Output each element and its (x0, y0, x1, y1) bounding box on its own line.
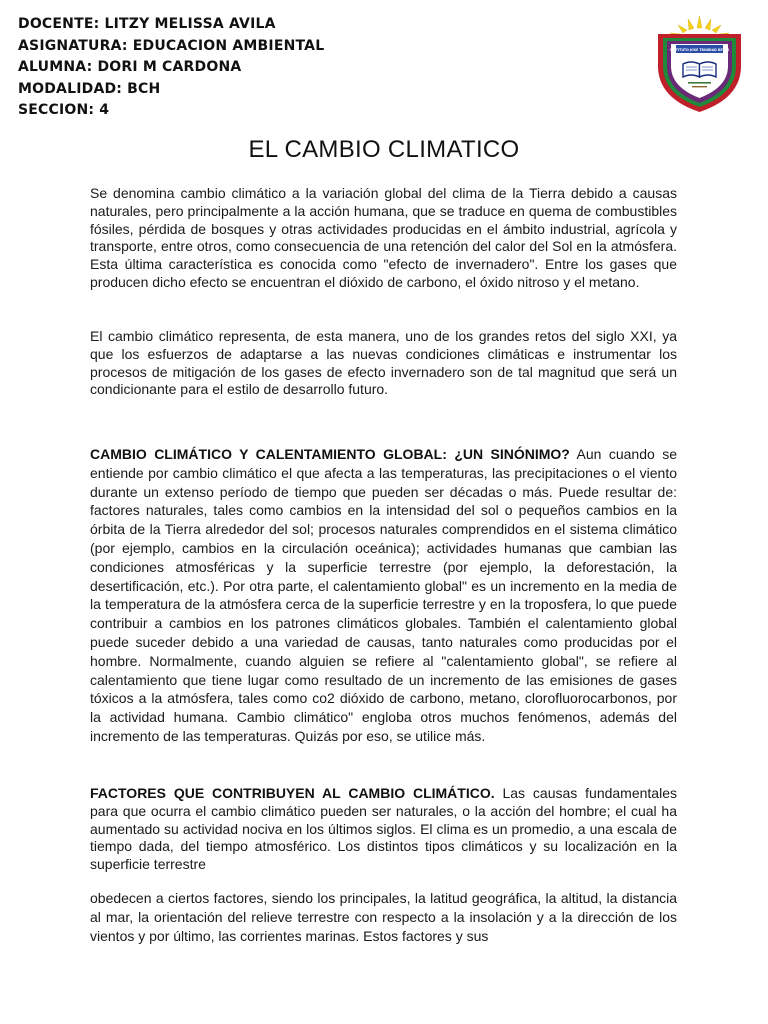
school-crest-logo (652, 14, 747, 114)
alumna-line: ALUMNA: DORI M CARDONA (18, 59, 242, 76)
asignatura-line: ASIGNATURA: EDUCACION AMBIENTAL (18, 37, 325, 54)
page-title: EL CAMBIO CLIMATICO (248, 136, 520, 163)
crest-book-icon (683, 62, 716, 77)
seccion-line: SECCION: 4 (18, 102, 110, 119)
paragraph-factors-continued: obedecen a ciertos factores, siendo los principales, la latitud geográfica, la altitud, la distancia al mar, la orientación del relieve terrestre con respecto a la insolación y a la dirección de los vientos y por último, las corrientes marinas. Estos factores y sus (90, 890, 677, 944)
paragraph-global-warming-body: Aun cuando se entiende por cambio climático el que afecta a las temperaturas, las precipitaciones o el viento durante un extenso período de tiempo que pueden ser décadas o más. Puede resultar de: factores naturales, tales como cambios en la intensidad del sol o pequeños cambios en la órbita de la Tierra alrededor del sol; procesos naturales comprendidos en el sistema climático (por ejemplo, cambios en la circulación oceánica); actividades humanas que cambian las condiciones atmosféricas y la superficie terrestre (por ejemplo, la deforestación, la desertificación, etc.). Por otra parte, el calentamiento global" es un incremento en la media de la temperatura de la atmósfera cerca de la superficie terrestre y en la troposfera, lo que puede contribuir a cambios en los patrones climáticos globales. También el calentamiento global puede suceder debido a una variedad de causas, tanto naturales como producidas por el hombre. Normalmente, cuando alguien se refiere al "calentamiento global", se refiere al calentamiento que tiene lugar como resultado de un incremento de las emisiones de gases tóxicos a la atmósfera, tales como co2 dióxido de carbono, metano, clorofluorocarbonos, por la actividad humana. Cambio climático" engloba otros muchos fenómenos, además del incremento de las temperaturas. Quizás por eso, se utilice más. (90, 446, 678, 744)
paragraph-factors-body: Las causas fundamentales para que ocurra el cambio climático pueden ser naturales, o la acción del hombre; el cual ha aumentado su actividad nociva en los últimos siglos. El clima es un promedio, a una escala de tiempo dada, del tiempo atmosférico. Los distintos tipos climáticos y su localización en la superficie terrestre (90, 785, 677, 873)
paragraph-factors (90, 785, 677, 874)
section-heading-factors: FACTORES QUE CONTRIBUYEN AL CAMBIO CLIMÁTICO. (90, 785, 495, 801)
docente-line: DOCENTE: LITZY MELISSA AVILA (18, 16, 276, 32)
paragraph-global-warming (90, 445, 677, 746)
modalidad-line: MODALIDAD: BCH (18, 80, 161, 97)
section-heading-global-warming: CAMBIO CLIMÁTICO Y CALENTAMIENTO GLOBAL: ¿UN SINÓNIMO? (90, 446, 570, 462)
paragraph-definition: Se denomina cambio climático a la variación global del clima de la Tierra debido a causas naturales, pero principalmente a la acción humana, que se traduce en quema de combustibles fósiles, pérdida de bosques y otras actividades producidas en el ámbito industrial, agrícola y transporte, entre otros, como consecuencia de una retención del calor del Sol en la atmósfera. Esta última característica es conocida como "efecto de invernadero". Entre los gases que producen dicho efecto se encuentran el dióxido de carbono, el óxido nitroso y el metano. (90, 185, 677, 290)
crest-banner-text: INSTITUTO JOSE TRINIDAD REYES (669, 48, 730, 52)
paragraph-challenge: El cambio climático representa, de esta manera, uno de los grandes retos del siglo XXI, ya que los esfuerzos de adaptarse a las nuevas condiciones climáticas e instrumentar los procesos de mitigación de los gases de efecto invernadero son de tal magnitud que será un condicionante para el estilo de desarrollo futuro. (90, 328, 677, 398)
document-header (18, 14, 324, 122)
